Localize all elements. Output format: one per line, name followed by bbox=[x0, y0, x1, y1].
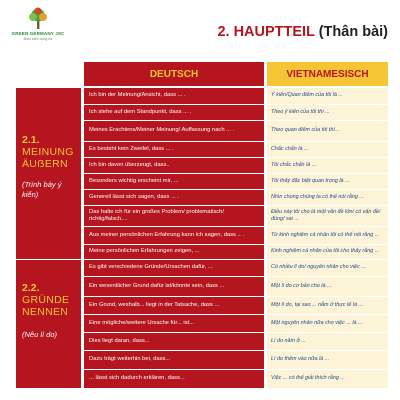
phrase-de: Ich stehe auf dem Standpunkt, dass ... . bbox=[84, 105, 264, 120]
logo-tagline: Điều kiện cùng bé bbox=[23, 37, 53, 41]
phrase-row bbox=[84, 350, 388, 369]
section-name-line1: GRÜNDE bbox=[22, 294, 70, 306]
phrase-row bbox=[84, 296, 388, 314]
section-name-line2: NENNEN bbox=[22, 306, 69, 318]
phrase-row bbox=[84, 157, 388, 173]
phrase-vi: Một lí do, tại sao ... nằm ở thực tế là ... bbox=[267, 297, 388, 314]
phrase-vi: Việc ... có thể giải thích rằng ... bbox=[267, 370, 388, 388]
phrase-vi: Một lí do cơ bản cho là ... bbox=[267, 277, 388, 296]
phrase-de: Ich bin der Meinung/Ansicht, dass ... . bbox=[84, 88, 264, 104]
phrase-row bbox=[84, 244, 388, 259]
phrase-de: Meines Erachtens/Meiner Meinung/ Auffassung nach ... . bbox=[84, 121, 264, 141]
phrase-vi: Lí do thêm vào nữa là ... bbox=[267, 351, 388, 369]
phrase-row bbox=[84, 332, 388, 350]
logo-name: GREEN GERMANY JSC bbox=[11, 31, 65, 36]
phrase-row bbox=[84, 260, 388, 276]
phrase-vi: Một nguyên nhân nữa cho việc ... là ... bbox=[267, 315, 388, 332]
section-label-meinung bbox=[16, 88, 81, 259]
section-name-line2: ÄUẞERN bbox=[22, 158, 68, 170]
phrase-de: Meine persönlichen Erfahrungen zeigen, ... bbox=[84, 245, 264, 259]
phrase-row bbox=[84, 205, 388, 226]
phrase-row bbox=[84, 173, 388, 189]
phrase-de: Ich bin davon überzeugt, dass.. bbox=[84, 158, 264, 173]
phrase-row bbox=[84, 120, 388, 141]
section-vi-note: (Trình bày ý kiến) bbox=[22, 180, 62, 199]
phrase-de: Es gibt verschiedene Gründe/Ursachen dafür, ... bbox=[84, 260, 264, 276]
section-number: 2.2. bbox=[22, 282, 40, 294]
phrase-vi: Điều này tôi cho là một vấn đề lớn/ có vấn đề/ đúng/ sai ... bbox=[267, 206, 388, 226]
phrase-de: Dies liegt daran, dass... bbox=[84, 333, 264, 350]
phrase-vi: Tôi thấy đặc biệt quan trọng là ... bbox=[267, 174, 388, 189]
phrase-de: Es besteht kein Zweifel, dass ... . bbox=[84, 142, 264, 157]
phrase-de: Generell lässt sich sagen, dass ... . bbox=[84, 190, 264, 205]
section-number: 2.1. bbox=[22, 134, 40, 146]
page-title-sub: (Thân bài) bbox=[318, 24, 388, 40]
section-name-line1: MEINUNG bbox=[22, 146, 74, 158]
page-title-main: 2. HAUPTTEIL bbox=[217, 24, 315, 40]
phrase-row bbox=[84, 314, 388, 332]
phrase-vi: Nhìn chung chúng ta có thể nói rằng ... bbox=[267, 190, 388, 205]
phrase-de: Besonders wichtig erscheint mir, ... bbox=[84, 174, 264, 189]
section-vi-note: (Nêu lí do) bbox=[22, 330, 58, 339]
phrase-row bbox=[84, 141, 388, 157]
phrase-row bbox=[84, 369, 388, 388]
column-header-vietnamesisch: VIETNAMESISCH bbox=[267, 62, 388, 86]
phrase-vi: Từ kinh nghiệm cá nhân tôi có thể nói rằng ... bbox=[267, 227, 388, 244]
phrase-vi: Theo ý kiến của tôi thì ... bbox=[267, 105, 388, 120]
phrase-de: Aus meiner persönlichen Erfahrung kann ich sagen, dass .. . bbox=[84, 227, 264, 244]
phrase-row bbox=[84, 226, 388, 244]
phrase-row bbox=[84, 189, 388, 205]
phrase-de: Das halte ich für ein großes Problem/ problematisch/ richtig/falsch.... bbox=[84, 206, 264, 226]
phrase-de: Eine mögliche/weitere Ursache für... ist... bbox=[84, 315, 264, 332]
phrase-row bbox=[84, 276, 388, 296]
phrase-vi: Chắc chắn là ... bbox=[267, 142, 388, 157]
phrase-vi: Tôi chắc chắn là ... bbox=[267, 158, 388, 173]
column-header-deutsch: DEUTSCH bbox=[84, 62, 264, 86]
phrase-vi: Ý kiến/Quan điểm của tôi là ... bbox=[267, 88, 388, 104]
phrase-de: Dazu trägt weiterhin bei, dass... bbox=[84, 351, 264, 369]
phrase-row bbox=[84, 104, 388, 120]
phrase-row bbox=[84, 88, 388, 104]
phrase-vi: Lí do nằm ở ... bbox=[267, 333, 388, 350]
phrase-vi: Theo quan điểm của tôi thì... bbox=[267, 121, 388, 141]
page-title bbox=[217, 24, 388, 40]
company-logo bbox=[8, 6, 66, 42]
phrase-vi: Kinh nghiệm cá nhân của tôi cho thấy rằng ... bbox=[267, 245, 388, 259]
phrase-de: Ein wesentlicher Grund dafür ist/könnte sein, dass ... bbox=[84, 277, 264, 296]
section-label-gruende bbox=[16, 260, 81, 388]
tree-icon bbox=[26, 6, 50, 30]
phrase-de: ... lässt sich dadurch erklären, dass... bbox=[84, 370, 264, 388]
phrase-vi: Có nhiều lí do/ nguyên nhân cho việc ... bbox=[267, 260, 388, 276]
phrase-de: Ein Grund, weshalb... liegt in der Tatsache, dass ... bbox=[84, 297, 264, 314]
